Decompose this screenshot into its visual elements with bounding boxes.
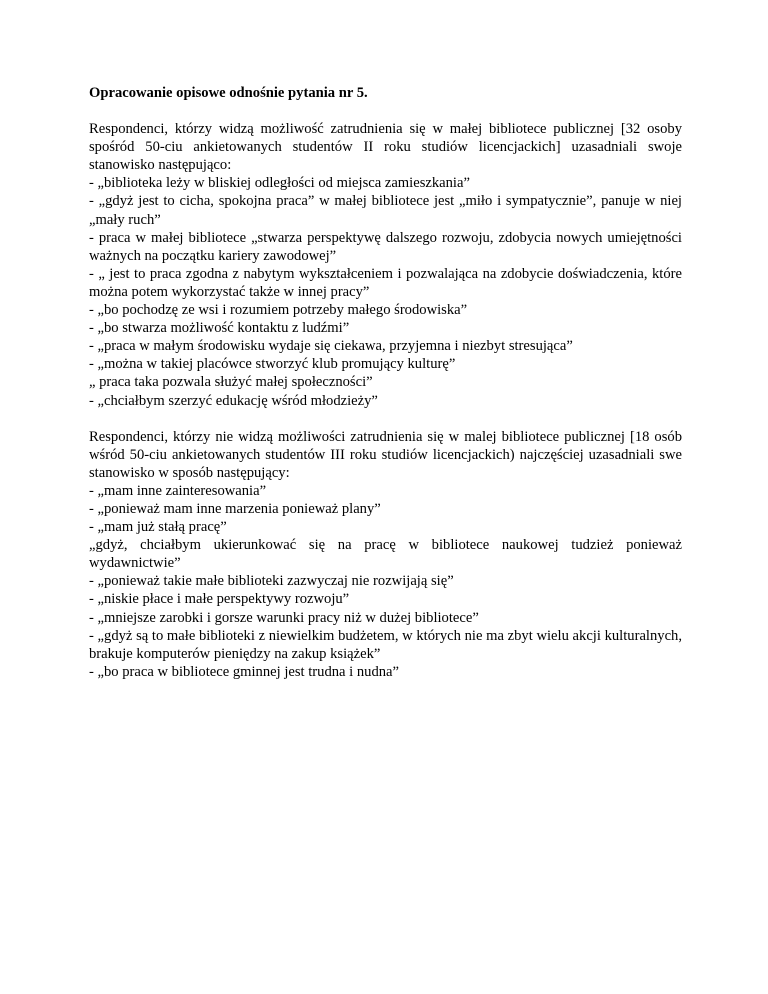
positive-item: - praca w małej bibliotece „stwarza perspektywę dalszego rozwoju, zdobycia nowych umiejętności ważnych na początku kariery zawodowej” <box>89 229 682 264</box>
negative-item: - „mam inne zainteresowania” <box>89 482 267 499</box>
negative-item: - „gdyż są to małe biblioteki z niewielkim budżetem, w których nie ma zbyt wielu akcji kulturalnych, brakuje komputerów pieniędzy na zakup książek” <box>89 627 682 662</box>
negative-item: - „niskie płace i małe perspektywy rozwoju” <box>89 591 350 608</box>
positive-item: - „biblioteka leży w bliskiej odległości od miejsca zamieszkania” <box>89 175 470 192</box>
positive-item: - „można w takiej placówce stworzyć klub promujący kulturę” <box>89 356 456 373</box>
section-negative-intro: Respondenci, którzy nie widzą możliwości zatrudnienia się w malej bibliotece publicznej [18 osób wśród 50-ciu ankietowanych studentów III roku studiów licencjackich) najczęściej uzasadniali swe stanowisko w sposób następujący: <box>89 428 682 481</box>
negative-item: - „bo praca w bibliotece gminnej jest trudna i nudna” <box>89 663 400 680</box>
positive-item: - „bo stwarza możliwość kontaktu z ludźmi” <box>89 320 350 337</box>
positive-item: - „gdyż jest to cicha, spokojna praca” w małej bibliotece jest „miło i sympatycznie”, panuje w niej „mały ruch” <box>89 193 682 228</box>
section-positive <box>89 120 682 410</box>
positive-item: - „chciałbym szerzyć edukację wśród młodzieży” <box>89 392 378 409</box>
positive-item: - „praca w małym środowisku wydaje się ciekawa, przyjemna i niezbyt stresująca” <box>89 338 573 355</box>
positive-item: - „bo pochodzę ze wsi i rozumiem potrzeby małego środowiska” <box>89 302 468 319</box>
document-page <box>89 84 682 699</box>
negative-item: - „ponieważ mam inne marzenia ponieważ plany” <box>89 500 381 517</box>
negative-item: „gdyż, chciałbym ukierunkować się na pracę w bibliotece naukowej tudzież ponieważ wydawnictwie” <box>89 537 682 572</box>
document-title: Opracowanie opisowe odnośnie pytania nr 5. <box>89 85 368 101</box>
positive-item: - „ jest to praca zgodna z nabytym wykształceniem i pozwalająca na zdobycie doświadczenia, które można potem wykorzystać także w innej pracy” <box>89 265 682 300</box>
positive-item: „ praca taka pozwala służyć małej społeczności” <box>89 374 373 391</box>
section-negative <box>89 428 682 681</box>
negative-item: - „mniejsze zarobki i gorsze warunki pracy niż w dużej bibliotece” <box>89 609 479 626</box>
section-positive-intro: Respondenci, którzy widzą możliwość zatrudnienia się w małej bibliotece publicznej [32 osoby spośród 50-ciu ankietowanych studentów II roku studiów licencjackich] uzasadniali swoje stanowisko następująco: <box>89 121 682 174</box>
negative-item: - „mam już stałą pracę” <box>89 519 227 536</box>
negative-item: - „ponieważ takie małe biblioteki zazwyczaj nie rozwijają się” <box>89 573 454 590</box>
